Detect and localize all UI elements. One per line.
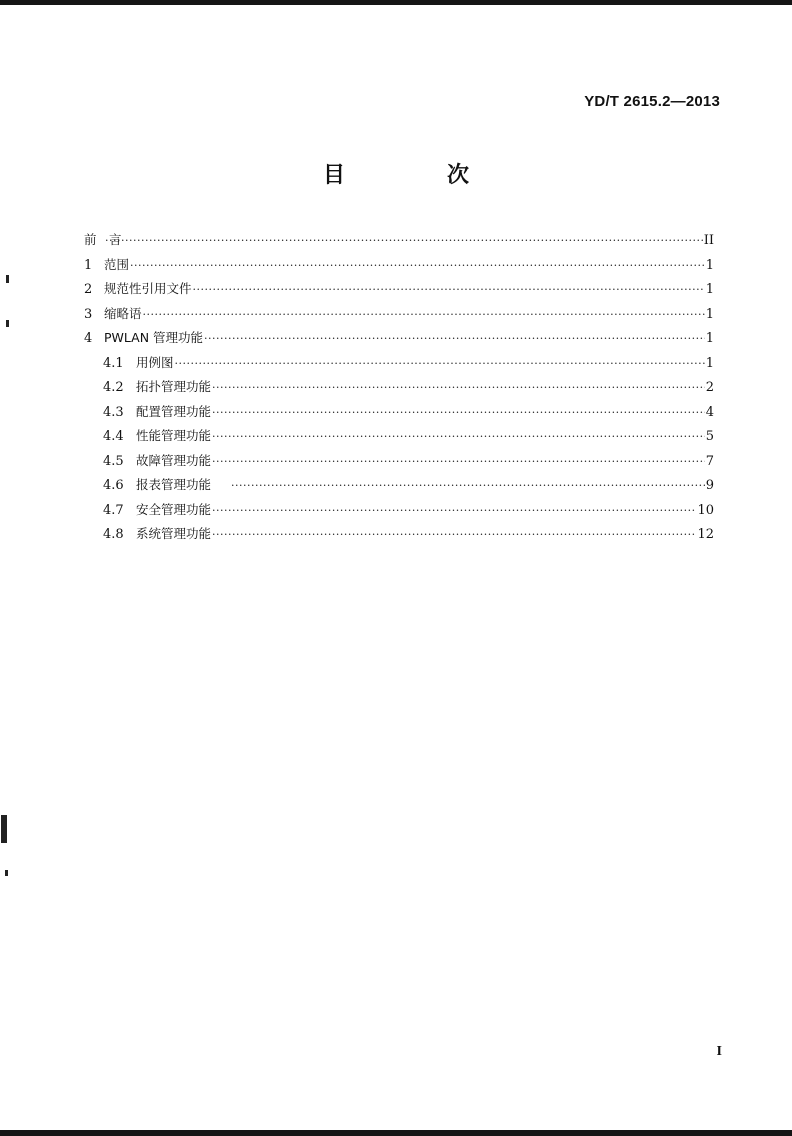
scan-speck	[1, 815, 7, 843]
page-number: I	[716, 1044, 722, 1059]
toc-page-number: 10	[697, 502, 714, 518]
toc-entry-title: 规范性引用文件	[104, 281, 192, 296]
dot-leader	[212, 504, 696, 517]
table-of-contents	[84, 230, 714, 549]
toc-entry-number: 4.7	[103, 502, 124, 518]
toc-entry-title: 故障管理功能	[136, 452, 212, 468]
toc-entry-number: 4.5	[103, 453, 124, 469]
toc-page-number: 1	[705, 282, 714, 297]
toc-entry-title: 系统管理功能	[136, 526, 212, 541]
scan-border-top	[0, 0, 792, 5]
toc-subentry[interactable]	[84, 353, 714, 378]
toc-entry-number: 1	[84, 257, 93, 273]
toc-subentry[interactable]	[84, 475, 714, 500]
toc-entry-title: 安全管理功能	[136, 501, 212, 517]
toc-entry-number: 4.2	[103, 380, 124, 395]
toc-entry-number: 3	[84, 306, 93, 322]
dot-leader	[105, 234, 703, 247]
dot-leader	[212, 455, 705, 468]
toc-subentry[interactable]	[84, 524, 714, 549]
toc-entry-preface[interactable]	[84, 230, 714, 255]
toc-entry-title: 前 言	[84, 232, 122, 247]
toc-subentry[interactable]	[84, 402, 714, 427]
dot-leader	[212, 406, 705, 419]
toc-entry-number: 2	[84, 282, 93, 297]
toc-subentry[interactable]	[84, 377, 714, 402]
toc-page-number: 4	[705, 404, 714, 420]
toc-entry-number: 4.1	[103, 355, 124, 371]
toc-page-number: 1	[705, 257, 714, 273]
toc-entry-title: 报表管理功能	[136, 477, 212, 492]
toc-entry-title: 性能管理功能	[136, 428, 212, 443]
dot-leader	[143, 308, 705, 321]
dot-leader	[212, 381, 705, 394]
toc-entry-title: 配置管理功能	[136, 403, 212, 419]
dot-leader	[231, 479, 705, 492]
toc-entry-title: 范围	[104, 256, 130, 272]
toc-page-number: 7	[705, 453, 714, 469]
dot-leader	[130, 259, 705, 272]
document-code: YD/T 2615.2—2013	[584, 93, 720, 110]
scan-speck	[6, 320, 9, 327]
toc-page-number: 12	[697, 527, 714, 542]
toc-page-number: 1	[705, 355, 714, 371]
dot-leader	[212, 528, 696, 541]
dot-leader	[212, 430, 705, 443]
toc-entry[interactable]	[84, 304, 714, 329]
toc-entry-title: 缩略语	[104, 305, 142, 321]
toc-entry-number: 4.6	[103, 478, 124, 493]
toc-entry-title: 拓扑管理功能	[136, 379, 212, 394]
toc-subentry[interactable]	[84, 500, 714, 525]
toc-subentry[interactable]	[84, 451, 714, 476]
toc-subentry[interactable]	[84, 426, 714, 451]
toc-page-number: 9	[705, 478, 714, 493]
toc-entry-number: 4.8	[103, 527, 124, 542]
toc-page-number: 1	[705, 331, 714, 346]
toc-page-number: II	[703, 233, 714, 248]
dot-leader	[193, 283, 705, 296]
toc-entry[interactable]	[84, 279, 714, 304]
toc-entry-title: PWLAN 管理功能	[104, 330, 204, 345]
toc-entry-number: 4.3	[103, 404, 124, 420]
scan-speck	[6, 275, 9, 283]
toc-entry-number: 4.4	[103, 429, 124, 444]
toc-entry-title: 用例图	[136, 354, 174, 370]
toc-page-number: 1	[705, 306, 714, 322]
toc-page-number: 5	[705, 429, 714, 444]
page-title: 目 次	[322, 163, 509, 188]
dot-leader	[204, 332, 705, 345]
scan-border-bottom	[0, 1130, 792, 1136]
toc-page-number: 2	[705, 380, 714, 395]
toc-entry[interactable]	[84, 255, 714, 280]
dot-leader	[175, 357, 705, 370]
scan-speck	[5, 870, 8, 876]
toc-entry-number: 4	[84, 331, 93, 346]
toc-entry[interactable]	[84, 328, 714, 353]
